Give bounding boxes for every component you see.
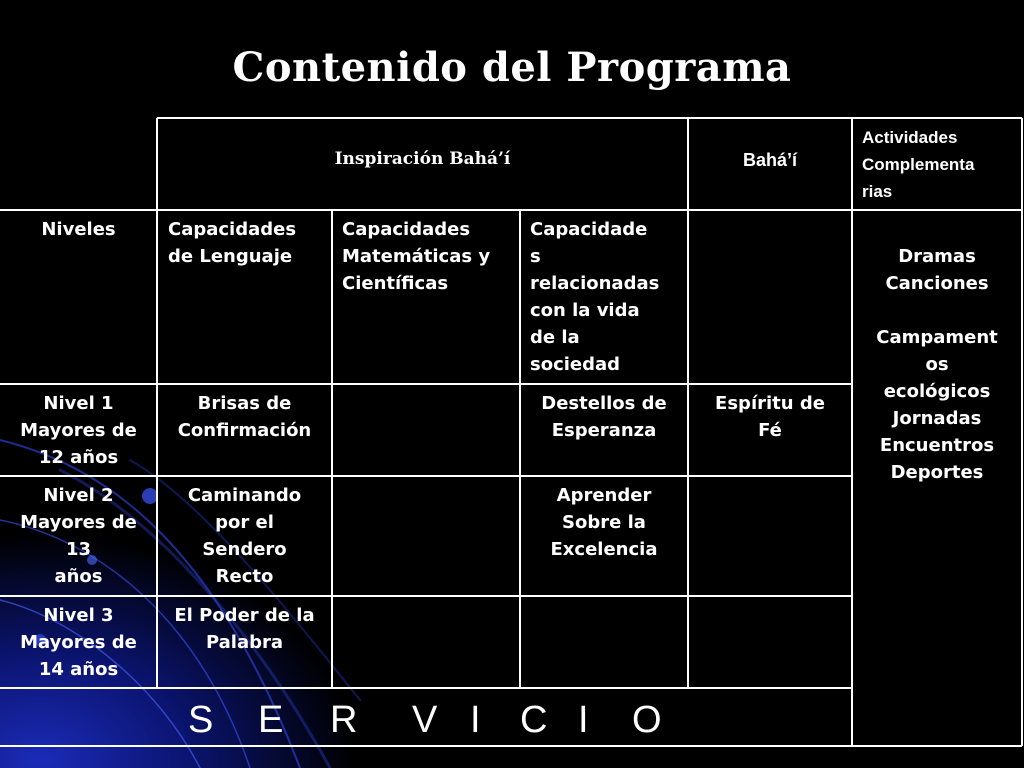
row3-nivel: Nivel 3 Mayores de 14 años bbox=[20, 605, 137, 680]
actividades-list: Dramas Canciones Campament os ecológicos Jornadas Encuentros Deportes bbox=[876, 246, 998, 483]
row2-sociedad: Aprender Sobre la Excelencia bbox=[550, 485, 658, 560]
header-bahai: Bahá’í bbox=[742, 150, 798, 170]
servicio-letter: I bbox=[578, 699, 589, 741]
servicio-row bbox=[0, 694, 850, 746]
servicio-letter: E bbox=[258, 699, 284, 741]
row1-sociedad: Destellos de Esperanza bbox=[541, 393, 667, 441]
row2-nivel: Nivel 2 Mayores de 13 años bbox=[20, 485, 137, 587]
servicio-letter: O bbox=[632, 699, 662, 741]
column-lenguaje: Capacidades de Lenguaje bbox=[168, 219, 297, 267]
row2-lenguaje: Caminando por el Sendero Recto bbox=[187, 485, 302, 587]
row3-lenguaje: El Poder de la Palabra bbox=[174, 605, 315, 653]
slide-title: Contenido del Programa bbox=[232, 44, 792, 91]
column-niveles: Niveles bbox=[41, 219, 116, 240]
row1-lenguaje: Brisas de Confirmación bbox=[177, 393, 312, 441]
header-actividades: Actividades Complementa rias bbox=[862, 128, 975, 201]
header-inspiracion: Inspiración Bahá’í bbox=[334, 149, 511, 169]
servicio-letter: I bbox=[470, 699, 481, 741]
row1-bahai: Espíritu de Fé bbox=[715, 393, 825, 441]
servicio-letter: S bbox=[188, 699, 214, 741]
servicio-letter: R bbox=[330, 699, 358, 741]
servicio-letter: V bbox=[412, 699, 438, 741]
column-sociedad: Capacidade s relacionadas con la vida de la sociedad bbox=[530, 219, 660, 375]
row1-nivel: Nivel 1 Mayores de 12 años bbox=[20, 393, 137, 468]
column-matematicas: Capacidades Matemáticas y Científicas bbox=[342, 219, 491, 294]
servicio-letter: C bbox=[520, 699, 548, 741]
